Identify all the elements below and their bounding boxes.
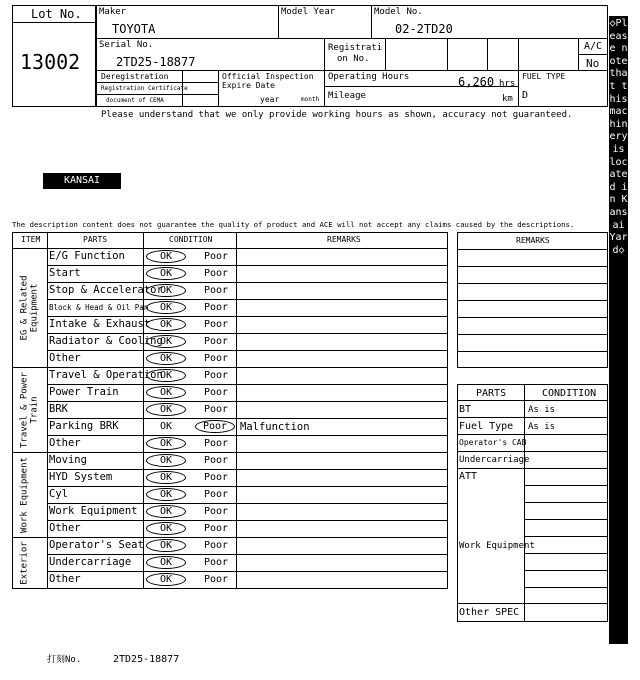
- poor-option: Poor: [204, 489, 229, 500]
- ok-selected: OK: [146, 488, 186, 501]
- disclaimer: The description content does not guarantee the quality of product and ACE will not accept any claims caused by the descriptions.: [12, 220, 575, 229]
- poor-option: Poor: [204, 438, 229, 449]
- hours-note: Please understand that we only provide working hours as shown, accuracy not guaranteed.: [101, 110, 573, 120]
- ok-selected: OK: [146, 318, 186, 331]
- maker-value: TOYOTA: [112, 22, 156, 36]
- operating-hours-label: Operating Hours: [328, 72, 410, 82]
- rp-other-label: Other SPEC: [459, 607, 520, 618]
- inspection-label-1: Official Inspection: [222, 72, 314, 81]
- poor-option: Poor: [204, 404, 229, 415]
- side-note: ◇Please note that this machinery is located in Kansai Yard◇: [609, 18, 628, 256]
- ok-option: OK: [160, 421, 173, 432]
- ok-selected: OK: [146, 454, 186, 467]
- operating-hours-value: 6,260: [458, 75, 495, 89]
- col-condition: CONDITION: [169, 235, 213, 244]
- col-remarks: REMARKS: [327, 235, 361, 244]
- ok-selected: OK: [146, 267, 186, 280]
- rp-work-label: Work Equipment: [459, 541, 535, 551]
- poor-option: Poor: [204, 574, 229, 585]
- km-unit: km: [502, 94, 513, 104]
- side-banner: [609, 16, 628, 644]
- rp-bt-value: As is: [528, 405, 556, 415]
- ok-selected: OK: [146, 437, 186, 450]
- col-item: ITEM: [21, 235, 41, 244]
- right-remarks-title: REMARKS: [516, 236, 550, 245]
- part-name: Block & Head & Oil Pan: [49, 303, 149, 312]
- part-name: Moving: [49, 454, 87, 466]
- maker-label: Maker: [99, 7, 127, 17]
- rp-under-label: Undercarriage: [459, 455, 530, 465]
- poor-option: Poor: [204, 370, 229, 381]
- stamp-value: 2TD25-18877: [113, 654, 180, 665]
- poor-option: Poor: [204, 268, 229, 279]
- month-label: month: [301, 96, 320, 103]
- poor-option: Poor: [204, 557, 229, 568]
- poor-option: Poor: [204, 302, 229, 313]
- rp-col-condition: CONDITION: [542, 388, 597, 399]
- registration-label-1: Registrati: [328, 43, 383, 53]
- group-label: Travel & Power Train: [19, 371, 39, 448]
- registration-label-2: on No.: [337, 54, 370, 64]
- poor-option: Poor: [204, 455, 229, 466]
- group-label: EG & Related Equipment: [19, 274, 39, 341]
- rp-att-label: ATT: [459, 471, 478, 482]
- ok-selected: OK: [146, 573, 186, 586]
- ok-selected: OK: [146, 335, 186, 348]
- poor-option: Poor: [204, 387, 229, 398]
- part-name: HYD System: [49, 471, 113, 483]
- part-name: Other: [49, 573, 81, 585]
- year-label: year: [260, 95, 280, 104]
- ac-value: No: [586, 57, 600, 70]
- poor-option: Poor: [204, 285, 229, 296]
- col-parts: PARTS: [83, 235, 108, 244]
- poor-option: Poor: [204, 353, 229, 364]
- serial-label: Serial No.: [99, 40, 154, 50]
- rp-col-parts: PARTS: [476, 388, 507, 399]
- model-no-label: Model No.: [374, 7, 423, 17]
- group-label: Work Equipment: [19, 456, 29, 533]
- rp-bt-label: BT: [459, 404, 472, 415]
- poor-option: Poor: [204, 472, 229, 483]
- ok-selected: OK: [146, 301, 186, 314]
- part-name: Parking BRK: [49, 420, 119, 432]
- remark-text: Malfunction: [240, 421, 310, 433]
- inspection-label-2: Expire Date: [222, 81, 275, 90]
- poor-option: Poor: [204, 251, 229, 262]
- part-name: Start: [49, 267, 81, 279]
- poor-option: Poor: [204, 523, 229, 534]
- ok-selected: OK: [146, 284, 186, 297]
- group-label: Exterior: [19, 540, 29, 585]
- part-name: Undercarriage: [49, 556, 132, 568]
- part-name: Radiator & Cooling: [49, 335, 163, 347]
- poor-option: Poor: [204, 336, 229, 347]
- poor-option: Poor: [204, 319, 229, 330]
- fuel-type-value: D: [522, 90, 529, 101]
- model-year-label: Model Year: [281, 7, 336, 17]
- deregistration-label: Deregistration: [101, 72, 169, 81]
- mileage-label: Mileage: [328, 91, 366, 101]
- ok-selected: OK: [146, 471, 186, 484]
- ac-label: A/C: [584, 41, 603, 52]
- part-name: Stop & Accelerator: [49, 284, 163, 296]
- part-name: Other: [49, 352, 81, 364]
- serial-value: 2TD25-18877: [116, 55, 196, 69]
- part-name: Intake & Exhaust: [49, 318, 151, 330]
- ok-selected: OK: [146, 369, 186, 382]
- ok-selected: OK: [146, 522, 186, 535]
- rp-cab-label: Operator's CAB: [459, 438, 527, 447]
- ok-selected: OK: [146, 352, 186, 365]
- rp-fuel-value: As is: [528, 422, 556, 432]
- reg-cert-label: Registration Certificate: [101, 85, 188, 92]
- rp-fuel-label: Fuel Type: [459, 421, 514, 432]
- ok-selected: OK: [146, 505, 186, 518]
- stamp-label: 打刻No.: [47, 655, 82, 665]
- ok-selected: OK: [146, 250, 186, 263]
- part-name: E/G Function: [49, 250, 125, 262]
- part-name: Power Train: [49, 386, 119, 398]
- location-badge: KANSAI: [43, 173, 121, 189]
- cema-label: document of CEMA: [106, 97, 164, 104]
- model-no-value: 02-2TD20: [395, 22, 453, 36]
- part-name: Operator's Seat: [49, 539, 144, 551]
- ok-selected: OK: [146, 403, 186, 416]
- hrs-unit: hrs: [499, 79, 516, 89]
- part-name: Cyl: [49, 488, 68, 500]
- part-name: Other: [49, 522, 81, 534]
- lot-label: Lot No.: [31, 7, 82, 21]
- ok-selected: OK: [146, 556, 186, 569]
- part-name: Other: [49, 437, 81, 449]
- poor-selected: Poor: [195, 420, 235, 433]
- fuel-type-label: FUEL TYPE: [522, 72, 566, 81]
- ok-selected: OK: [146, 386, 186, 399]
- poor-option: Poor: [204, 540, 229, 551]
- part-name: Travel & Operation: [49, 369, 163, 381]
- ok-selected: OK: [146, 539, 186, 552]
- part-name: BRK: [49, 403, 68, 415]
- lot-number: 13002: [20, 50, 81, 74]
- poor-option: Poor: [204, 506, 229, 517]
- part-name: Work Equipment: [49, 505, 138, 517]
